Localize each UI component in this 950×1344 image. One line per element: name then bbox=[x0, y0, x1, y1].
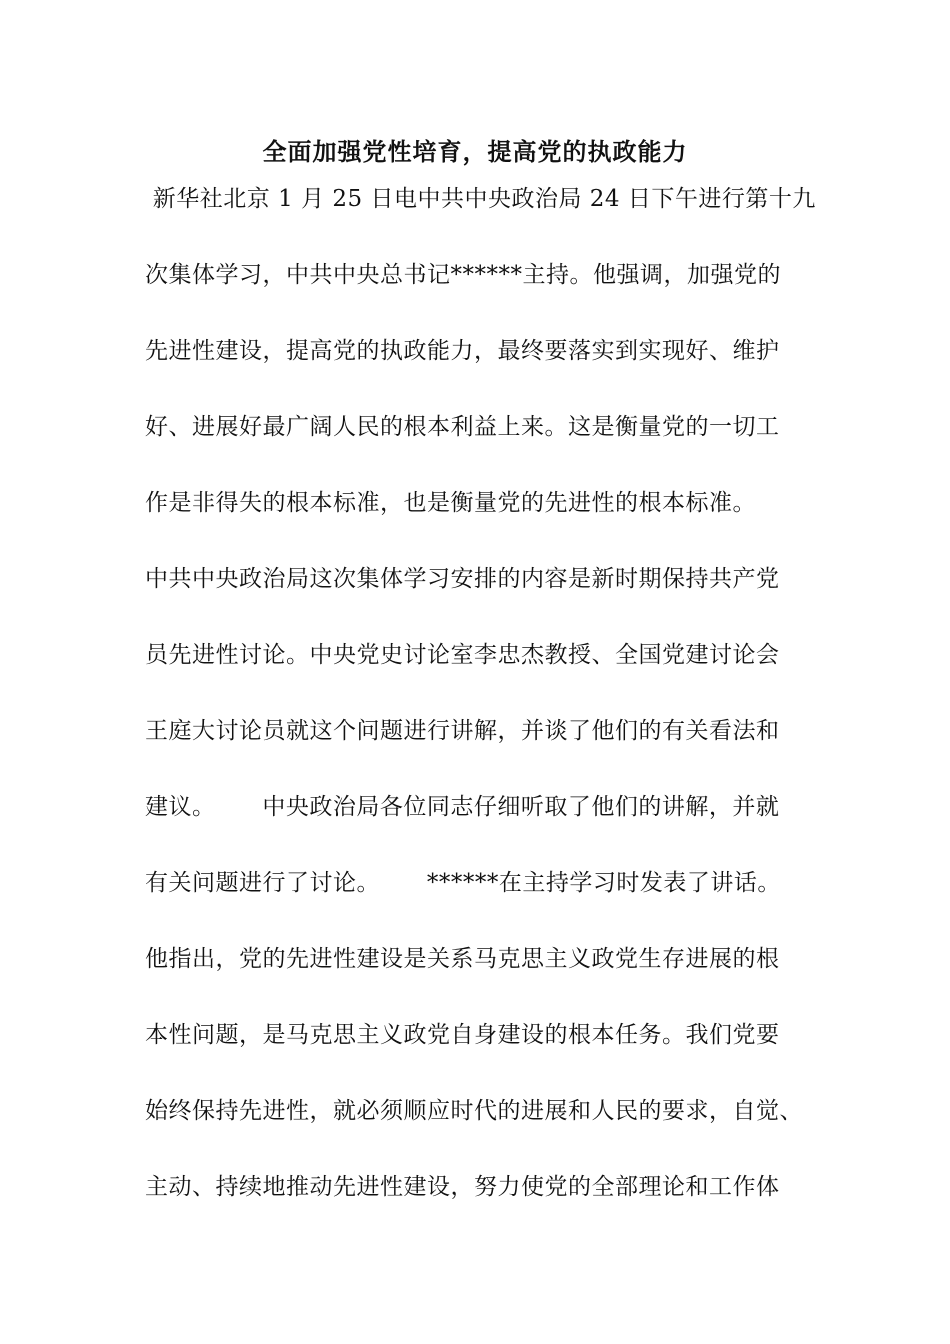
body-line: 中共中央政治局这次集体学习安排的内容是新时期保持共产党 bbox=[145, 566, 780, 592]
body-line: 建议。 中央政治局各位同志仔细听取了他们的讲解，并就 bbox=[145, 794, 780, 820]
body-line: 始终保持先进性，就必须顺应时代的进展和人民的要求，自觉、 bbox=[145, 1098, 803, 1124]
body-line: 员先进性讨论。中央党史讨论室李忠杰教授、全国党建讨论会 bbox=[145, 642, 780, 668]
body-line: 作是非得失的根本标准，也是衡量党的先进性的根本标准。 bbox=[145, 490, 756, 516]
body-line: 新华社北京 1 月 25 日电中共中央政治局 24 日下午进行第十九 bbox=[145, 186, 816, 212]
body-line: 主动、持续地推动先进性建设，努力使党的全部理论和工作体 bbox=[145, 1174, 780, 1200]
body-line: 他指出，党的先进性建设是关系马克思主义政党生存进展的根 bbox=[145, 946, 780, 972]
body-line: 好、进展好最广阔人民的根本利益上来。这是衡量党的一切工 bbox=[145, 414, 780, 440]
body-line: 先进性建设，提高党的执政能力，最终要落实到实现好、维护 bbox=[145, 338, 780, 364]
body-line: 有关问题进行了讨论。 ******在主持学习时发表了讲话。 bbox=[145, 870, 781, 896]
body-line: 次集体学习，中共中央总书记******主持。他强调，加强党的 bbox=[145, 262, 781, 288]
body-line: 王庭大讨论员就这个问题进行讲解，并谈了他们的有关看法和 bbox=[145, 718, 780, 744]
body-line: 本性问题，是马克思主义政党自身建设的根本任务。我们党要 bbox=[145, 1022, 780, 1048]
document-title: 全面加强党性培育，提高党的执政能力 bbox=[262, 138, 688, 166]
